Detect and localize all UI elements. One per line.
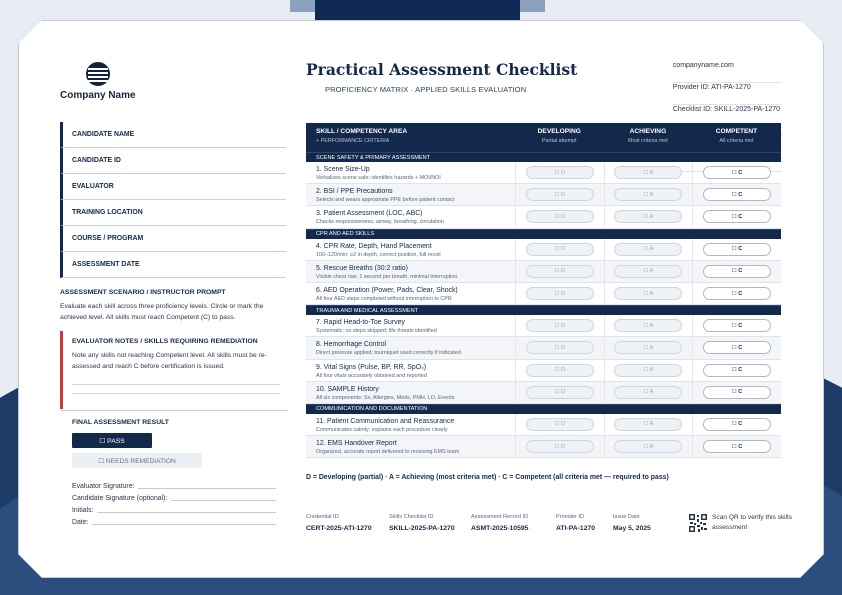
skill-name: 11. Patient Communication and Reassurance (316, 417, 455, 425)
qr-verify-text: Scan QR to verify this skills assessment (712, 514, 792, 531)
level-cell-achieving (604, 184, 693, 205)
company-name: Company Name (60, 90, 136, 101)
header-level-sub: All criteria met (719, 138, 754, 144)
level-checkbox-developing[interactable]: ☐ D (526, 364, 594, 377)
scenario-heading: ASSESSMENT SCENARIO / INSTRUCTOR PROMPT (60, 289, 226, 296)
section-title: TRAUMA AND MEDICAL ASSESSMENT (316, 307, 419, 314)
top-accent (315, 0, 520, 20)
section-title: SCENE SAFETY & PRIMARY ASSESSMENT (316, 154, 431, 161)
level-checkbox-developing[interactable]: ☐ D (526, 243, 594, 256)
field-candidate-name[interactable]: CANDIDATE NAME (60, 122, 286, 148)
level-cell-developing (515, 414, 604, 435)
level-checkbox-achieving[interactable]: ☐ A (614, 364, 682, 377)
field-assessment-date[interactable]: ASSESSMENT DATE (60, 252, 286, 278)
field-course-program[interactable]: COURSE / PROGRAM (60, 226, 286, 252)
scenario-section (60, 289, 288, 323)
level-legend: D = Developing (partial) · A = Achieving (most criteria met) · C = Competent (all criteria met — required to pass) (306, 474, 669, 481)
skill-criteria: Direct pressure applied; tourniquet used correctly if indicated (316, 350, 461, 357)
skill-name: 3. Patient Assessment (LOC, ABC) (316, 210, 423, 218)
skill-row (306, 283, 781, 305)
level-cell-developing (515, 436, 604, 457)
skill-cell (306, 337, 515, 358)
level-cell-competent (692, 315, 781, 336)
level-checkbox-developing[interactable]: ☐ D (526, 440, 594, 453)
credential-id (306, 514, 389, 532)
field-candidate-id[interactable]: CANDIDATE ID (60, 148, 286, 174)
id-label: Credential ID (306, 514, 339, 520)
level-checkbox-developing[interactable]: ☐ D (526, 341, 594, 354)
provider-id: Provider ID: ATI-PA-1270 (673, 83, 782, 105)
id-value: CERT-2025-ATI-1270 (306, 525, 372, 532)
skill-row (306, 162, 781, 184)
level-cell-developing (515, 315, 604, 336)
page-title: Practical Assessment Checklist (306, 60, 578, 79)
section-header (306, 404, 781, 414)
level-cell-achieving (604, 436, 693, 457)
level-cell-competent (692, 239, 781, 260)
skill-criteria: Systematic; no steps skipped; life threats identified (316, 328, 437, 335)
notes-heading: EVALUATOR NOTES / SKILLS REQUIRING REMEDIATION (72, 338, 258, 345)
level-cell-competent (692, 283, 781, 304)
level-checkbox-achieving[interactable]: ☐ A (614, 319, 682, 332)
skill-name: 6. AED Operation (Power, Pads, Clear, Shock) (316, 286, 458, 294)
level-cell-competent (692, 382, 781, 403)
level-cell-achieving (604, 414, 693, 435)
header-achieving (604, 123, 693, 152)
header-level-label: DEVELOPING (537, 128, 581, 135)
level-checkbox-achieving[interactable]: ☐ A (614, 166, 682, 179)
level-cell-competent (692, 337, 781, 358)
skill-row (306, 436, 781, 458)
id-value: ATI-PA-1270 (556, 525, 596, 532)
notes-line[interactable] (72, 372, 280, 385)
level-checkbox-competent[interactable]: ☐ C (703, 341, 771, 354)
date-line[interactable] (72, 514, 288, 526)
issue-date (613, 514, 673, 532)
level-checkbox-developing[interactable]: ☐ D (526, 287, 594, 300)
candidate-fields (60, 122, 286, 278)
level-cell-developing (515, 283, 604, 304)
skill-criteria: All four AED steps completed without interruption to CPR (316, 295, 452, 302)
id-label: Issue Date (613, 514, 640, 520)
skills-table (306, 123, 781, 458)
skill-criteria: All six components: Sx, Allergies, Meds, PMH, LO, Events (316, 394, 455, 401)
id-label: Skills Checklist ID (389, 514, 434, 520)
level-cell-achieving (604, 261, 693, 282)
id-value: SKILL-2025-PA-1270 (389, 525, 455, 532)
company-logo-icon (86, 62, 110, 86)
field-training-location[interactable]: TRAINING LOCATION (60, 200, 286, 226)
skill-criteria: Verbalizes scene safe; identifies hazards + MOI/NOI (316, 175, 441, 181)
level-checkbox-competent[interactable]: ☐ C (703, 319, 771, 332)
level-checkbox-achieving[interactable]: ☐ A (614, 265, 682, 278)
level-cell-competent (692, 436, 781, 457)
level-cell-achieving (604, 360, 693, 381)
header-level-sub: Partial attempt (541, 138, 577, 144)
header-developing (515, 123, 604, 152)
skill-criteria: Selects and wears appropriate PPE before patient contact (316, 197, 455, 204)
skill-criteria: Organized, accurate report delivered to receiving EMS team (316, 449, 460, 456)
level-checkbox-achieving[interactable]: ☐ A (614, 243, 682, 256)
level-checkbox-competent[interactable]: ☐ C (703, 166, 771, 179)
page-subtitle: PROFICIENCY MATRIX · APPLIED SKILLS EVALUATION (325, 85, 527, 94)
header-level-label: ACHIEVING (629, 128, 667, 135)
company-logo (60, 62, 135, 101)
header-level-sub: Most criteria met (627, 138, 668, 144)
notes-section (60, 331, 288, 409)
skill-row (306, 414, 781, 436)
provider-id-footer (556, 514, 613, 532)
level-cell-achieving (604, 239, 693, 260)
evaluator-signature-line[interactable] (72, 478, 288, 490)
skill-name: 9. Vital Signs (Pulse, BP, RR, SpO₂) (316, 363, 427, 371)
id-value: May 5, 2025 (613, 525, 651, 532)
level-cell-developing (515, 239, 604, 260)
needs-remediation-button[interactable]: ☐ NEEDS REMEDIATION (72, 453, 202, 468)
skill-name: 4. CPR Rate, Depth, Hand Placement (316, 242, 432, 250)
id-label: Assessment Record ID (471, 514, 529, 520)
level-cell-competent (692, 414, 781, 435)
skill-criteria: Checks responsiveness, airway, breathing, circulation (316, 219, 444, 226)
candidate-signature-line[interactable] (72, 490, 288, 502)
skill-row (306, 360, 781, 382)
skill-name: 5. Rescue Breaths (30:2 ratio) (316, 264, 408, 272)
level-checkbox-achieving[interactable]: ☐ A (614, 386, 682, 399)
skill-criteria: Visible chest rise; 1 second per breath; minimal interruption (316, 273, 458, 280)
level-cell-competent (692, 206, 781, 227)
level-checkbox-achieving[interactable]: ☐ A (614, 210, 682, 223)
candidate-signature-label: Candidate Signature (optional): (72, 495, 168, 502)
level-checkbox-developing[interactable]: ☐ D (526, 166, 594, 179)
level-cell-developing (515, 206, 604, 227)
level-cell-developing (515, 261, 604, 282)
level-cell-achieving (604, 206, 693, 227)
section-title: COMMUNICATION AND DOCUMENTATION (316, 406, 428, 413)
section-header (306, 152, 781, 162)
level-checkbox-developing[interactable]: ☐ D (526, 386, 594, 399)
level-checkbox-competent[interactable]: ☐ C (703, 287, 771, 300)
level-checkbox-developing[interactable]: ☐ D (526, 418, 594, 431)
level-cell-competent (692, 184, 781, 205)
result-heading: FINAL ASSESSMENT RESULT (72, 419, 169, 426)
level-checkbox-achieving[interactable]: ☐ A (614, 188, 682, 201)
result-section (60, 410, 288, 526)
company-website: companyname.com (673, 61, 782, 83)
skill-criteria: Communicates calmly; explains each procedure clearly (316, 426, 448, 433)
skill-name: 7. Rapid Head-to-Toe Survey (316, 319, 405, 327)
initials-line[interactable] (72, 502, 288, 514)
scenario-text: Evaluate each skill across three proficiency levels. Circle or mark the achieved level. All skills must reach Competent (C) to pass. (60, 303, 264, 321)
skill-cell (306, 239, 515, 260)
level-checkbox-achieving[interactable]: ☐ A (614, 287, 682, 300)
skill-row (306, 261, 781, 283)
footer-ids (306, 514, 673, 532)
level-cell-competent (692, 261, 781, 282)
level-cell-developing (515, 382, 604, 403)
assessment-record-id (471, 514, 556, 532)
level-checkbox-achieving[interactable]: ☐ A (614, 418, 682, 431)
skill-row (306, 184, 781, 206)
skill-criteria: 100–120/min; ≥2 in depth, correct position, full recoil (316, 251, 441, 258)
skill-cell (306, 206, 515, 227)
level-checkbox-competent[interactable]: ☐ C (703, 418, 771, 431)
pass-button[interactable]: ☐ PASS (72, 433, 152, 448)
skill-row (306, 382, 781, 404)
skill-row (306, 206, 781, 228)
section-header (306, 305, 781, 315)
skill-name: 8. Hemorrhage Control (316, 341, 387, 349)
level-checkbox-competent[interactable]: ☐ C (703, 440, 771, 453)
skill-cell (306, 360, 515, 381)
skill-name: 1. Scene Size-Up (316, 166, 370, 173)
id-label: Provider ID (556, 514, 584, 520)
header-skill-label: SKILL / COMPETENCY AREA (316, 128, 408, 135)
level-cell-competent (692, 162, 781, 183)
skill-cell (306, 414, 515, 435)
skill-cell (306, 184, 515, 205)
level-cell-achieving (604, 315, 693, 336)
level-cell-achieving (604, 283, 693, 304)
level-checkbox-competent[interactable]: ☐ C (703, 243, 771, 256)
evaluator-signature-label: Evaluator Signature: (72, 483, 135, 490)
skill-name: 10. SAMPLE History (316, 385, 379, 393)
level-checkbox-achieving[interactable]: ☐ A (614, 440, 682, 453)
table-header (306, 123, 781, 152)
header-level-label: COMPETENT (715, 128, 758, 135)
signature-lines (72, 478, 288, 526)
skill-cell (306, 162, 515, 183)
level-checkbox-competent[interactable]: ☐ C (703, 188, 771, 201)
initials-label: Initials: (72, 507, 94, 514)
level-checkbox-developing[interactable]: ☐ D (526, 319, 594, 332)
level-cell-developing (515, 162, 604, 183)
level-cell-achieving (604, 162, 693, 183)
table-body (306, 152, 781, 458)
header-skill-sub: + PERFORMANCE CRITERIA (316, 138, 390, 144)
field-evaluator[interactable]: EVALUATOR (60, 174, 286, 200)
section-header (306, 229, 781, 239)
level-checkbox-competent[interactable]: ☐ C (703, 386, 771, 399)
id-value: ASMT-2025-10595 (471, 525, 529, 532)
date-label: Date: (72, 519, 89, 526)
level-cell-developing (515, 337, 604, 358)
skill-cell (306, 283, 515, 304)
level-checkbox-developing[interactable]: ☐ D (526, 188, 594, 201)
section-title: CPR AND AED SKILLS (316, 231, 375, 238)
level-cell-developing (515, 184, 604, 205)
level-checkbox-competent[interactable]: ☐ C (703, 364, 771, 377)
skill-row (306, 239, 781, 261)
level-checkbox-competent[interactable]: ☐ C (703, 210, 771, 223)
notes-text: Note any skills not reaching Competent level. All skills must be re-assessed and reach C before certification is issued. (72, 352, 267, 370)
skill-cell (306, 436, 515, 457)
qr-code-icon[interactable] (688, 513, 708, 533)
skill-cell (306, 382, 515, 403)
skill-row (306, 337, 781, 359)
level-cell-achieving (604, 337, 693, 358)
header-skill (306, 123, 515, 152)
level-cell-achieving (604, 382, 693, 403)
skill-cell (306, 261, 515, 282)
notes-line[interactable] (72, 385, 280, 394)
header-competent (692, 123, 781, 152)
skills-checklist-id (389, 514, 471, 532)
skill-name: 2. BSI / PPE Precautions (316, 188, 393, 196)
skill-row (306, 315, 781, 337)
level-cell-developing (515, 360, 604, 381)
skill-name: 12. EMS Handover Report (316, 440, 397, 448)
level-checkbox-competent[interactable]: ☐ C (703, 265, 771, 278)
level-cell-competent (692, 360, 781, 381)
level-checkbox-achieving[interactable]: ☐ A (614, 341, 682, 354)
skill-cell (306, 315, 515, 336)
level-checkbox-developing[interactable]: ☐ D (526, 265, 594, 278)
skill-criteria: All four vitals accurately obtained and reported (316, 372, 427, 379)
checklist-id: Checklist ID: SKILL-2025-PA-1270 (673, 105, 782, 127)
level-checkbox-developing[interactable]: ☐ D (526, 210, 594, 223)
